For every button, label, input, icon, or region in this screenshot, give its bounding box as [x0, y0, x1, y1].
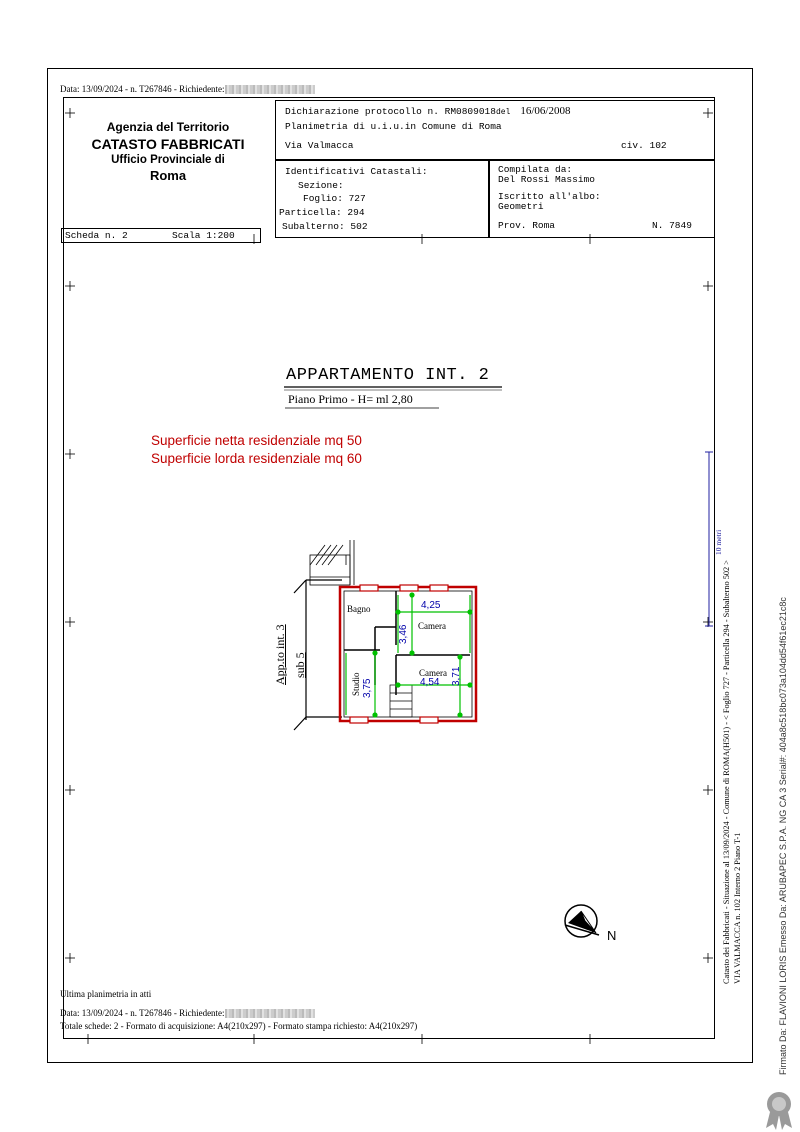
footer-schede: Totale schede: 2 - Formato di acquisizione: A4(210x297) - Formato stampa richiesto: A4(210x297)	[60, 1021, 418, 1031]
scheda-number: Scheda n. 2	[65, 230, 128, 241]
floor-plan	[280, 535, 500, 735]
street-line: Via Valmacca	[285, 140, 354, 151]
particella: Particella: 294	[279, 207, 365, 218]
scale-label: 10 metri	[714, 529, 723, 555]
sezione: Sezione:	[298, 180, 344, 191]
dim-3-46: 3,46	[398, 624, 409, 644]
floor-underline	[285, 407, 445, 410]
apartment-title: APPARTAMENTO INT. 2	[286, 366, 490, 385]
last-planimetry: Ultima planimetria in atti	[60, 989, 152, 999]
dim-3-75: 3,75	[362, 678, 373, 698]
side-text-2: VIA VALMACCA n. 102 Interno 2 Piano T-1	[733, 832, 742, 984]
agency-block	[63, 120, 273, 183]
foglio: Foglio: 727	[303, 193, 366, 204]
city-name: Roma	[149, 168, 187, 183]
floor-info: Piano Primo - H= ml 2,80	[288, 392, 413, 406]
seal-icon	[762, 1090, 796, 1130]
ufficio-label: Ufficio Provinciale di	[111, 154, 225, 166]
dim-4-54: 4,54	[420, 677, 440, 688]
redacted-requester-footer	[225, 1009, 315, 1018]
protocol-line: Dichiarazione protocollo n. RM0809018del 16/06/2008	[285, 105, 571, 117]
inner-stairs	[390, 685, 412, 717]
footer-data-line: Data: 13/09/2024 - n. T267846 - Richiedente:	[60, 1008, 315, 1018]
dim-3-71: 3,71	[451, 666, 462, 686]
room-studio: Studio	[351, 672, 361, 696]
neighbor-apartment: App.to int. 3	[273, 624, 287, 685]
north-arrow-icon	[563, 903, 609, 943]
scale: Scala 1:200	[172, 230, 235, 241]
title-underline	[284, 386, 504, 391]
agency-name: Agenzia del Territorio	[106, 120, 230, 134]
redacted-requester	[225, 85, 315, 94]
neighbor-sub: sub 5	[293, 652, 307, 678]
digital-signature: Firmato Da: FLAVIONI LORIS Emesso Da: ARUBAPEC S.P.A. NG CA 3 Serial#: 404a8c518bc073a104dd54f61ec21c8c	[778, 597, 788, 1075]
identifiers-title: Identificativi Catastali:	[285, 166, 428, 177]
civic-number: civ. 102	[621, 140, 667, 151]
surface-lorda: Superficie lorda residenziale mq 60	[151, 451, 362, 466]
compiled-label: Compilata da:	[498, 164, 573, 175]
planimetry-line: Planimetria di u.i.u.in Comune di Roma	[285, 121, 502, 132]
surface-netta: Superficie netta residenziale mq 50	[151, 433, 362, 448]
room-camera-1: Camera	[418, 621, 446, 631]
province: Prov. Roma	[498, 220, 556, 231]
catasto-title: CATASTO FABBRICATI	[91, 136, 245, 152]
room-bagno: Bagno	[347, 604, 371, 614]
side-text-1: Catasto dei Fabbricati - Situazione al 13/09/2024 - Comune di ROMA(H501) - < Foglio 727 - Particella 294 - Subalterno 502 >	[722, 560, 731, 984]
room-camera-2: Camera	[419, 668, 447, 678]
dim-4-25: 4,25	[421, 600, 441, 611]
albo-label: Iscritto all'albo:	[498, 191, 601, 202]
compiler-name: Del Rossi Massimo	[498, 174, 595, 185]
subalterno: Subalterno: 502	[282, 221, 368, 232]
stairs-top	[310, 540, 354, 585]
albo-value: Geometri	[498, 201, 544, 212]
north-label: N	[607, 928, 617, 943]
registration-number: N. 7849	[652, 220, 692, 231]
top-data-line: Data: 13/09/2024 - n. T267846 - Richiedente:	[60, 84, 315, 94]
